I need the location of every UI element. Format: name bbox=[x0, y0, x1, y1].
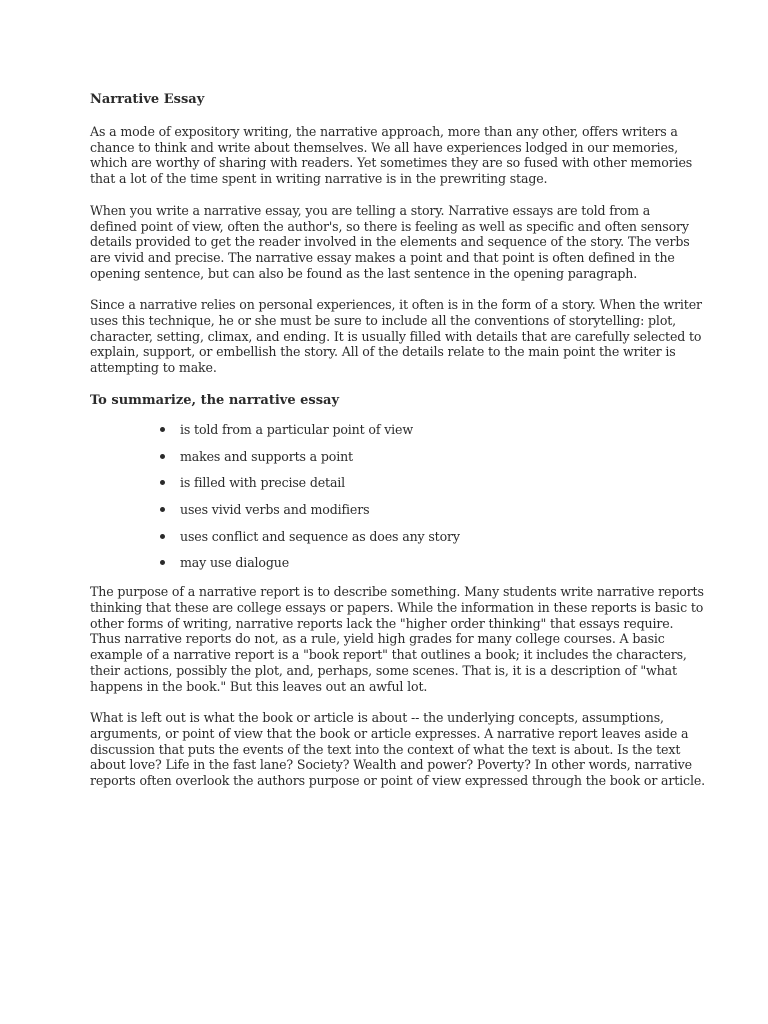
paragraph-line: As a mode of expository writing, the narrative approach, more than any other, offers writers a bbox=[90, 124, 678, 139]
paragraph-line: are vivid and precise. The narrative essay makes a point and that point is often defined in the bbox=[90, 249, 675, 265]
paragraph-line: Thus narrative reports do not, as a rule, yield high grades for many college courses. A basic bbox=[90, 631, 665, 647]
list-item-text: may use dialogue bbox=[180, 555, 290, 571]
paragraph-line: arguments, or point of view that the book or article expresses. A narrative report leaves aside a bbox=[90, 725, 689, 741]
list-item bbox=[90, 475, 710, 490]
paragraph-line: explain, support, or embellish the story. All of the details relate to the main point the writer is bbox=[90, 344, 676, 360]
paragraph-line: discussion that puts the events of the text into the context of what the text is about. Is the text bbox=[90, 741, 681, 757]
definition-paragraph bbox=[90, 203, 710, 282]
paragraph-line: opening sentence, but can also be found as the last sentence in the opening paragraph. bbox=[90, 265, 638, 281]
list-item-text: makes and supports a point bbox=[180, 448, 353, 464]
paragraph-line: Since a narrative relies on personal experiences, it often is in the form of a story. When the writer bbox=[90, 297, 702, 313]
paragraph-line: attempting to make. bbox=[90, 360, 217, 376]
list-item bbox=[90, 529, 710, 544]
paragraph-line: reports often overlook the authors purpose or point of view expressed through the book or article. bbox=[90, 773, 705, 789]
paragraph-line: defined point of view, often the author's, so there is feeling as well as specific and often sensory bbox=[90, 218, 689, 234]
list-item bbox=[90, 449, 710, 464]
conclusion-paragraph bbox=[90, 710, 710, 789]
list-item-text: uses conflict and sequence as does any story bbox=[180, 528, 460, 544]
paragraph-line: The purpose of a narrative report is to describe something. Many students write narrative reports bbox=[90, 584, 704, 600]
paragraph-line: chance to think and write about themselves. We all have experiences lodged in our memories, bbox=[90, 139, 678, 155]
paragraph-line: uses this technique, he or she must be sure to include all the conventions of storytelling: plot, bbox=[90, 313, 677, 329]
summary-heading: To summarize, the narrative essay bbox=[90, 392, 340, 408]
paragraph-line: details provided to get the reader involved in the elements and sequence of the story. The verbs bbox=[90, 234, 690, 250]
paragraph-line: example of a narrative report is a "book report" that outlines a book; it includes the characters, bbox=[90, 647, 687, 663]
list-item bbox=[90, 502, 710, 517]
technique-paragraph bbox=[90, 297, 710, 376]
bullet-icon bbox=[160, 507, 165, 512]
paragraph-line: When you write a narrative essay, you are telling a story. Narrative essays are told from a bbox=[90, 202, 651, 218]
paragraph-line: that a lot of the time spent in writing narrative is in the prewriting stage. bbox=[90, 171, 548, 187]
paragraph-line: other forms of writing, narrative reports lack the "higher order thinking" that essays require. bbox=[90, 615, 674, 631]
bullet-icon bbox=[160, 454, 165, 459]
document-title: Narrative Essay bbox=[90, 92, 205, 107]
purpose-paragraph bbox=[90, 584, 710, 694]
paragraph-line: What is left out is what the book or article is about -- the underlying concepts, assumptions, bbox=[90, 710, 664, 726]
paragraph-line: thinking that these are college essays or papers. While the information in these reports is basic to bbox=[90, 599, 704, 615]
list-item bbox=[90, 555, 710, 570]
list-item-text: uses vivid verbs and modifiers bbox=[180, 501, 370, 517]
paragraph-line: about love? Life in the fast lane? Society? Wealth and power? Poverty? In other words, narrative bbox=[90, 757, 692, 773]
paragraph-line: their actions, possibly the plot, and, perhaps, some scenes. That is, it is a description of "what bbox=[90, 662, 677, 678]
bullet-icon bbox=[160, 560, 165, 565]
bullet-icon bbox=[160, 534, 165, 539]
paragraph-line: happens in the book." But this leaves out an awful lot. bbox=[90, 678, 428, 694]
summary-list bbox=[90, 422, 710, 570]
bullet-icon bbox=[160, 480, 165, 485]
bullet-icon bbox=[160, 427, 165, 432]
paragraph-line: character, setting, climax, and ending. It is usually filled with details that are carefully selected to bbox=[90, 328, 702, 344]
list-item-text: is told from a particular point of view bbox=[180, 421, 413, 437]
intro-paragraph bbox=[90, 124, 710, 187]
list-item-text: is filled with precise detail bbox=[180, 475, 346, 491]
list-item bbox=[90, 422, 710, 437]
paragraph-line: which are worthy of sharing with readers. Yet sometimes they are so fused with other memories bbox=[90, 155, 693, 171]
document-page bbox=[90, 91, 710, 805]
